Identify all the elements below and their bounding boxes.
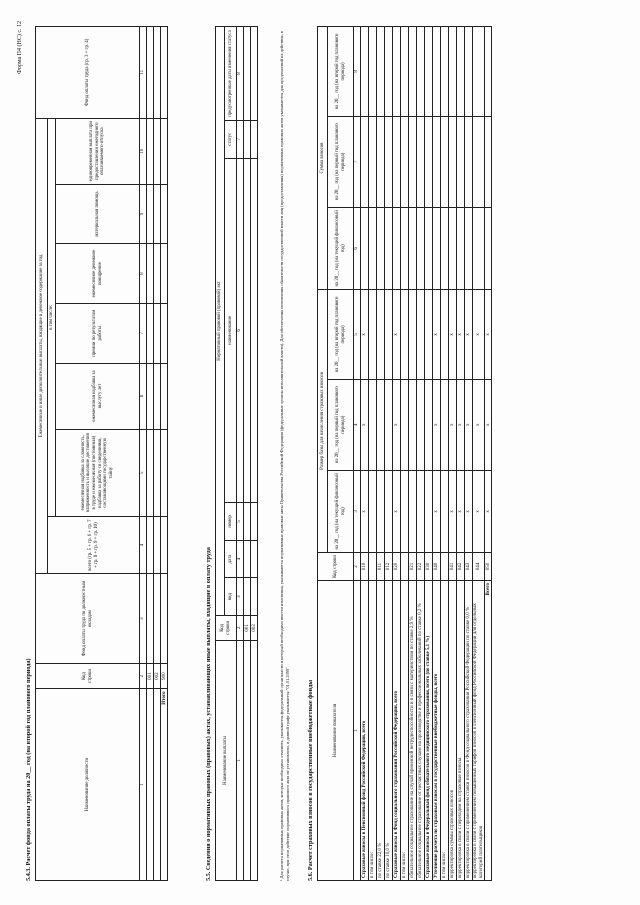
cell-input[interactable] <box>441 116 449 207</box>
row-code: 030 <box>425 553 433 581</box>
cell-input[interactable] <box>244 121 251 159</box>
cell-input[interactable] <box>425 27 433 117</box>
th-c8: ежемесячное денежное поощрение <box>56 244 140 304</box>
th-code: Код строки <box>318 553 354 581</box>
row-code: 002 <box>251 615 258 640</box>
cell-input[interactable] <box>161 516 168 574</box>
cell-input[interactable] <box>401 116 409 207</box>
section-55-title: 5.5. Сведения о нормативных правовых (правовых) актах, устанавливающих иные выплаты, входящие в оплату труда <box>205 547 212 881</box>
cell-input[interactable] <box>433 27 441 117</box>
row-label: Страховые взносы в Федеральный фонд обязательного медицинского страхования, всего (по ставке 5,1 %) <box>425 581 433 881</box>
num-5: 5 <box>140 429 147 516</box>
cell-input[interactable] <box>161 244 168 304</box>
cell-input[interactable] <box>401 27 409 117</box>
cell-input[interactable] <box>244 158 251 503</box>
cell-input[interactable] <box>417 207 425 289</box>
th-act: Нормативный правовой (правовой) акт <box>216 27 225 616</box>
x-mark: х <box>449 379 457 470</box>
table-row <box>409 27 417 881</box>
cell-input[interactable] <box>385 379 393 470</box>
total-row <box>161 27 168 881</box>
x-mark: х <box>457 379 465 470</box>
row-label: корректировка в связи с применением повышенных тарифов взносов в Пенсионный фонд Российской Федерации для отдельных категорий плательщиков <box>473 581 485 881</box>
cell-input[interactable] <box>465 27 473 117</box>
cell-input[interactable] <box>147 429 154 516</box>
table-row <box>425 27 433 881</box>
th-sum-y3: на 20__ год (на второй год планового периода) <box>328 27 354 117</box>
x-mark: х <box>473 470 485 552</box>
cell-input[interactable] <box>154 516 161 574</box>
cell-input[interactable] <box>154 363 161 429</box>
th-code: Код строки <box>36 663 140 689</box>
row-code: 021 <box>409 553 417 581</box>
cell-input[interactable] <box>473 27 485 117</box>
form-code: Форма П4 (НС) с. 12 <box>17 21 23 74</box>
section-543-title: 5.4.3. Расчет фонда оплаты труда на 20__ год (на второй год планового периода) <box>25 658 32 881</box>
cell-input[interactable] <box>425 116 433 207</box>
total-label: Итого <box>161 689 168 881</box>
cell-input[interactable] <box>449 27 457 117</box>
th-number: номер <box>225 503 237 541</box>
x-mark: х <box>485 379 492 470</box>
num-4: 4 <box>354 379 361 470</box>
cell-input[interactable] <box>441 470 449 552</box>
cell-input[interactable] <box>161 303 168 363</box>
row-code <box>369 553 377 581</box>
th-incl: в том числе: <box>48 118 56 516</box>
num-row <box>140 27 147 881</box>
x-mark: х <box>433 379 441 470</box>
cell-input[interactable] <box>457 207 465 289</box>
num-1: 1 <box>354 581 361 881</box>
cell-input[interactable] <box>147 574 154 663</box>
total-label: Всего <box>485 581 492 881</box>
row-code: 044 <box>473 553 485 581</box>
cell-input[interactable] <box>369 470 377 552</box>
cell-input[interactable] <box>449 207 457 289</box>
footnote: ¹ Для расчета нормативных правовых актов, которые необходимо отменить, указывается федеральный орган власти и который необходимо внести изменения, указываются нормативные правовые акты Правительства Российской Федерации (федеральные органы исполнительной власти). Для обеспечения исполнения обязательств государственной власти лиц (предоставления) нормативных правовых актов указываются для предложений их действия, в случае, при этом действие нормативного правового акта не установлено, в данной графе указывается "01.01.2099" <box>279 31 290 881</box>
x-mark: х <box>433 290 441 380</box>
cell-input[interactable] <box>393 116 401 207</box>
x-mark: х <box>393 470 401 552</box>
x-mark: х <box>449 470 457 552</box>
cell-input[interactable] <box>154 118 161 184</box>
table-543 <box>35 26 168 881</box>
cell-input[interactable] <box>401 290 409 380</box>
row-label: в том числе: <box>441 581 449 881</box>
cell-input[interactable] <box>369 379 377 470</box>
th-base-y3: на 20__ год (на второй год планового периода) <box>328 290 354 380</box>
cell-input[interactable] <box>244 578 251 616</box>
row-code: 001 <box>244 615 251 640</box>
cell-input[interactable] <box>433 116 441 207</box>
table-row <box>385 27 393 881</box>
cell-input[interactable] <box>401 207 409 289</box>
x-mark: х <box>465 290 473 380</box>
cell-input[interactable] <box>377 290 385 380</box>
num-8: 8 <box>354 27 361 117</box>
row-code <box>441 553 449 581</box>
cell-input[interactable] <box>161 574 168 663</box>
row-code: 040 <box>433 553 441 581</box>
cell-input[interactable] <box>417 470 425 552</box>
table-row <box>465 27 473 881</box>
cell-input[interactable] <box>473 207 485 289</box>
cell-input[interactable] <box>393 207 401 289</box>
cell-input[interactable] <box>441 207 449 289</box>
x-mark: х <box>465 470 473 552</box>
cell-input[interactable] <box>425 207 433 289</box>
cell-input[interactable] <box>409 379 417 470</box>
cell-input[interactable] <box>147 184 154 244</box>
cell-input[interactable] <box>147 118 154 184</box>
th-c5: ежемесячная надбавка за сложность, напряженность и высокие достижения в труде и ежемесячная (постоянная) надбавка за работу со сведениями, составляющими государственную тайну <box>56 429 140 516</box>
table-row <box>244 27 251 881</box>
num-2: 2 <box>354 553 361 581</box>
table-row <box>361 27 369 881</box>
cell-input[interactable] <box>457 27 465 117</box>
cell-input[interactable] <box>244 27 251 121</box>
x-mark: х <box>465 379 473 470</box>
th-date: дата <box>225 540 237 578</box>
num-6: 6 <box>140 363 147 429</box>
num-9: 9 <box>140 184 147 244</box>
table-row <box>433 27 441 881</box>
cell-input[interactable] <box>369 116 377 207</box>
row-label: по ставке 10,0 % <box>385 581 393 881</box>
cell-input[interactable] <box>361 27 369 117</box>
cell-input[interactable] <box>147 516 154 574</box>
cell-input[interactable] <box>441 290 449 380</box>
row-label: в том числе: <box>401 581 409 881</box>
total-code: 900 <box>161 663 168 689</box>
num-2: 2 <box>140 663 147 689</box>
total-row <box>485 27 492 881</box>
cell-input[interactable] <box>409 290 417 380</box>
row-label: обязательное социальное страхование от несчастных случаев на производстве и профессиональных заболеваний по ставке 0,2 % <box>417 581 425 881</box>
cell-input[interactable] <box>385 207 393 289</box>
num-3: 3 <box>140 574 147 663</box>
row-label: Уточнение расчета по страховым взносам в государственные внебюджетные фонды, всего <box>433 581 441 881</box>
cell-input[interactable] <box>393 27 401 117</box>
cell-input[interactable] <box>377 379 385 470</box>
row-label: корректировка суммы страховых взносов <box>449 581 457 881</box>
cell-input[interactable] <box>251 578 258 616</box>
row-label: корректировка в связи с переходом на страховые взносы <box>457 581 465 881</box>
cell-input[interactable] <box>457 116 465 207</box>
cell-input[interactable] <box>417 290 425 380</box>
row-label: в том числе: <box>369 581 377 881</box>
cell-input[interactable] <box>377 470 385 552</box>
th-status: статус <box>225 121 237 159</box>
table-row <box>401 27 409 881</box>
row-code: 002 <box>154 663 161 689</box>
th-base-y2: на 20__ год (на первый год планового периода) <box>328 379 354 470</box>
cell-input[interactable] <box>369 27 377 117</box>
th-act-title: наименование <box>225 158 237 503</box>
cell-input[interactable] <box>147 27 154 119</box>
cell-input[interactable] <box>409 207 417 289</box>
table-56 <box>317 26 492 881</box>
cell-input[interactable] <box>441 379 449 470</box>
cell-input[interactable] <box>485 207 492 289</box>
row-code <box>401 553 409 581</box>
num-5: 5 <box>237 503 244 541</box>
cell-input[interactable] <box>377 116 385 207</box>
cell-input[interactable] <box>433 207 441 289</box>
x-mark: х <box>361 379 369 470</box>
table-row <box>147 27 154 881</box>
row-label: по ставке 22,0 % <box>377 581 385 881</box>
cell-input[interactable] <box>161 27 168 119</box>
num-7: 7 <box>140 303 147 363</box>
cell-input[interactable] <box>251 540 258 578</box>
cell-input[interactable] <box>449 116 457 207</box>
th-sum-y2: на 20__ год (на первый год планового периода) <box>328 116 354 207</box>
total-code: 050 <box>485 553 492 581</box>
cell-input[interactable] <box>417 379 425 470</box>
cell-input[interactable] <box>465 116 473 207</box>
row-label: Страховые взносы в Пенсионный фонд Российской Федерации, всего <box>361 581 369 881</box>
x-mark: х <box>449 290 457 380</box>
cell-input[interactable] <box>409 116 417 207</box>
x-mark: х <box>361 470 369 552</box>
cell-input[interactable] <box>361 116 369 207</box>
cell-input[interactable] <box>361 207 369 289</box>
row-label: обязательное социальное страхование на случай временной нетрудоспособности и в связи с материнством по ставке 2,9 % <box>409 581 417 881</box>
table-row <box>251 27 258 881</box>
cell-input[interactable] <box>251 503 258 541</box>
cell-input[interactable] <box>251 121 258 159</box>
cell-input[interactable] <box>147 244 154 304</box>
cell-input[interactable] <box>251 640 258 880</box>
th-c9: материальная помощь <box>56 184 140 244</box>
x-mark: х <box>485 470 492 552</box>
cell-input[interactable] <box>465 207 473 289</box>
th-paras: предусмотренные даты изменения статуса <box>225 27 237 121</box>
table-row <box>417 27 425 881</box>
cell-input[interactable] <box>244 503 251 541</box>
th-base-y1: на 20__ год (на текущий финансовый год) <box>328 470 354 552</box>
cell-input[interactable] <box>377 207 385 289</box>
num-3: 3 <box>237 578 244 616</box>
cell-input[interactable] <box>147 363 154 429</box>
cell-input[interactable] <box>154 429 161 516</box>
cell-input[interactable] <box>251 27 258 121</box>
section-56-title: 5.6. Расчет страховых взносов в государственные внебюджетные фонды <box>307 679 314 881</box>
cell-input[interactable] <box>385 290 393 380</box>
num-4: 4 <box>140 516 147 574</box>
x-mark: х <box>473 290 485 380</box>
num-5: 5 <box>354 290 361 380</box>
cell-input[interactable] <box>369 207 377 289</box>
th-base: Размер базы для начисления страховых взносов <box>318 290 328 553</box>
cell-input[interactable] <box>385 116 393 207</box>
row-code: 012 <box>385 553 393 581</box>
cell-input[interactable] <box>147 303 154 363</box>
cell-input[interactable] <box>161 184 168 244</box>
x-mark: х <box>457 470 465 552</box>
cell-input[interactable] <box>244 540 251 578</box>
table-row <box>377 27 385 881</box>
x-mark: х <box>393 379 401 470</box>
th-indicator: Наименование показателя <box>318 581 354 881</box>
row-code: 042 <box>457 553 465 581</box>
rotated-form <box>15 17 625 887</box>
table-55 <box>215 26 258 881</box>
row-code: 001 <box>147 663 154 689</box>
table-row <box>393 27 401 881</box>
th-sum: Сумма взносов <box>318 27 328 290</box>
x-mark: х <box>473 379 485 470</box>
x-mark: х <box>361 290 369 380</box>
cell-input[interactable] <box>154 184 161 244</box>
table-row <box>473 27 485 881</box>
th-c10: единовременная выплата при предоставлении ежегодного оплачиваемого отпуска <box>56 118 140 184</box>
row-code: 010 <box>361 553 369 581</box>
cell-input[interactable] <box>409 470 417 552</box>
num-6: 6 <box>354 207 361 289</box>
cell-input[interactable] <box>425 290 433 380</box>
num-4: 4 <box>237 540 244 578</box>
cell-input[interactable] <box>409 27 417 117</box>
num-2: 2 <box>237 615 244 640</box>
th-code: Код строки <box>216 615 237 640</box>
x-mark: х <box>393 290 401 380</box>
cell-input[interactable] <box>417 27 425 117</box>
cell-input[interactable] <box>154 244 161 304</box>
cell-input[interactable] <box>154 27 161 119</box>
row-code: 041 <box>449 553 457 581</box>
cell-input[interactable] <box>161 118 168 184</box>
th-type: вид <box>225 578 237 616</box>
cell-input[interactable] <box>401 470 409 552</box>
row-label: Страховые взносы в Фонд социального страхования Российской Федерации, всего <box>393 581 401 881</box>
cell-input[interactable] <box>369 290 377 380</box>
num-8: 8 <box>140 244 147 304</box>
x-mark: х <box>457 290 465 380</box>
num-7: 7 <box>237 121 244 159</box>
cell-input[interactable] <box>385 470 393 552</box>
row-code: 043 <box>465 553 473 581</box>
num-7: 7 <box>354 116 361 207</box>
cell-input[interactable] <box>154 303 161 363</box>
cell-input[interactable] <box>377 27 385 117</box>
cell-input[interactable] <box>485 116 492 207</box>
num-11: 11 <box>140 27 147 119</box>
cell-input[interactable] <box>425 470 433 552</box>
cell-input[interactable] <box>154 574 161 663</box>
table-row <box>457 27 465 881</box>
cell-input[interactable] <box>417 116 425 207</box>
cell-input[interactable] <box>161 429 168 516</box>
num-10: 10 <box>140 118 147 184</box>
th-total: всего (гр. 5 + гр. 6 + гр. 7 + гр. 8 + гр. 9 + гр. 10) <box>48 516 140 574</box>
x-mark: х <box>485 290 492 380</box>
th-fund-total: Фонд оплаты труда (гр. 3 + гр. 4) <box>36 27 140 119</box>
th-name: Наименование должности <box>36 689 140 881</box>
th-c6: ежемесячная надбавка за выслугу лет <box>56 363 140 429</box>
th-payment-name: Наименование выплаты <box>216 640 237 880</box>
th-sum-y1: на 20__ год (на текущий финансовый год) <box>328 207 354 289</box>
num-1: 1 <box>237 640 244 880</box>
row-code: 011 <box>377 553 385 581</box>
num-3: 3 <box>354 470 361 552</box>
cell-input[interactable] <box>161 363 168 429</box>
th-extra-group: Ежемесячные и иные дополнительные выплаты, входящие в денежное содержание за год <box>36 118 48 574</box>
row-code: 022 <box>417 553 425 581</box>
cell-input[interactable] <box>401 379 409 470</box>
cell-input[interactable] <box>425 379 433 470</box>
table-56-body <box>361 27 485 881</box>
table-row <box>449 27 457 881</box>
num-8: 8 <box>237 27 244 121</box>
cell-input[interactable] <box>473 116 485 207</box>
th-fund-official: Фонд оплаты труда по должностным окладам <box>36 574 140 663</box>
table-row <box>369 27 377 881</box>
row-label: корректировка в связи с применением ставки взносов в Фонд социального страхования Российской Федерации по ставке 0,0 % <box>465 581 473 881</box>
cell-input[interactable] <box>441 27 449 117</box>
cell-input[interactable] <box>251 158 258 503</box>
num-1: 1 <box>140 689 147 881</box>
row-code: 020 <box>393 553 401 581</box>
cell-input[interactable] <box>244 640 251 880</box>
table-row <box>154 27 161 881</box>
num-6: 6 <box>237 158 244 503</box>
th-c7: премии по результатам работы <box>56 303 140 363</box>
cell-input[interactable] <box>385 27 393 117</box>
cell-input[interactable] <box>485 27 492 117</box>
table-row <box>441 27 449 881</box>
x-mark: х <box>433 470 441 552</box>
